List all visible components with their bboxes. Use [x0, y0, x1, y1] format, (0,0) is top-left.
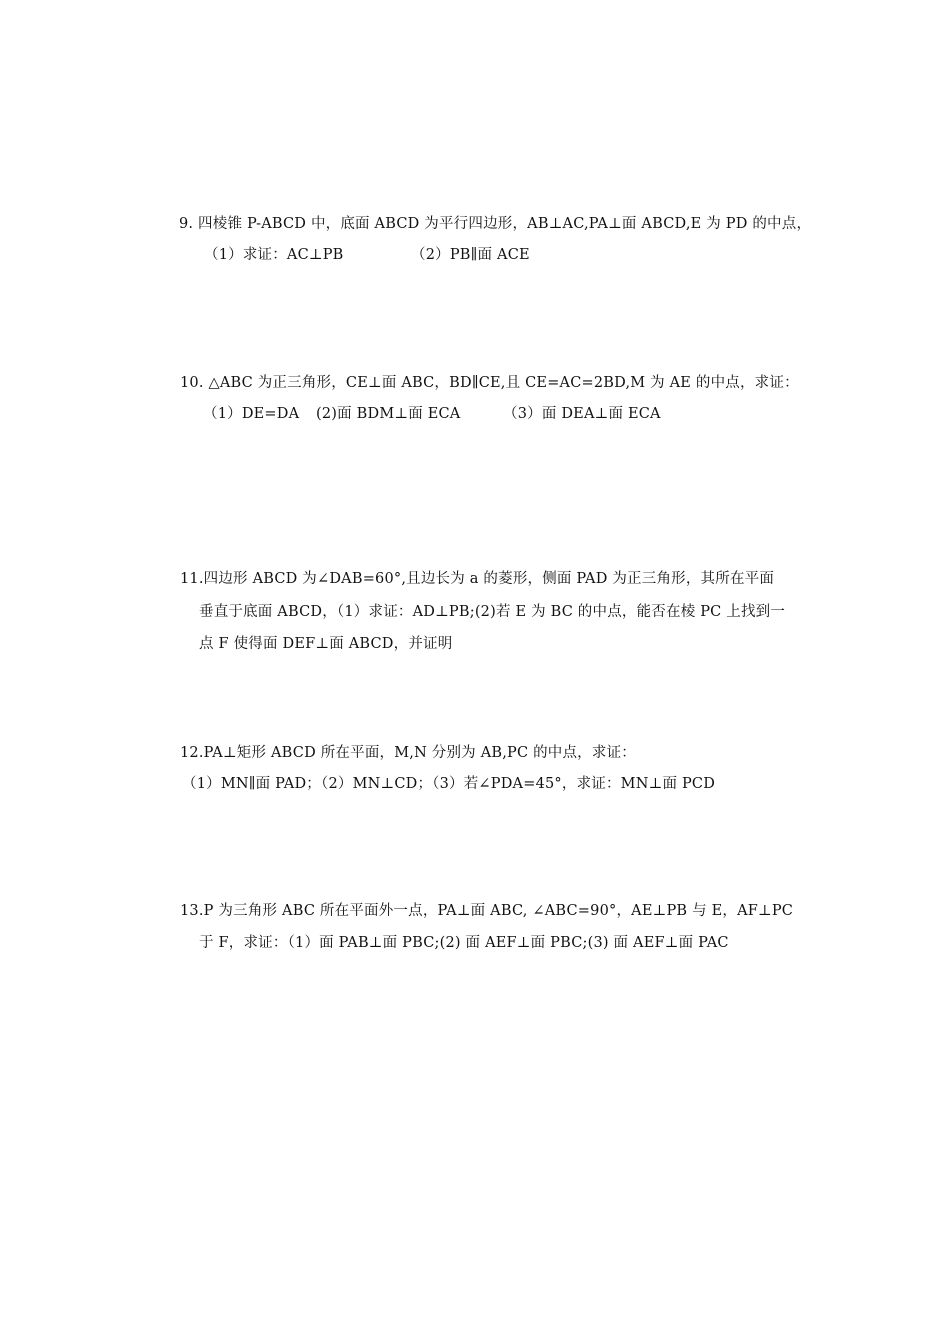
problem-10-part-1: （1）DE=DA [203, 406, 300, 422]
problem-11-line-1: 11.四边形 ABCD 为∠DAB=60°,且边长为 a 的菱形，侧面 PAD 为正三角形，其所在平面 [180, 571, 775, 587]
problem-11-line-2: 垂直于底面 ABCD，（1）求证：AD⊥PB;(2)若 E 为 BC 的中点，能否在棱 PC 上找到一 [199, 604, 786, 620]
problem-12-line-2: （1）MN∥面 PAD；（2）MN⊥CD；（3）若∠PDA=45°，求证：MN⊥面 PCD [182, 776, 716, 792]
problem-13-line-1: 13.P 为三角形 ABC 所在平面外一点，PA⊥面 ABC, ∠ABC=90°，AE⊥PB 与 E，AF⊥PC [180, 903, 794, 919]
problem-10-line-1: 10. △ABC 为正三角形，CE⊥面 ABC，BD∥CE,且 CE=AC=2BD,M 为 AE 的中点，求证： [180, 375, 799, 391]
problem-10-part-3: （3）面 DEA⊥面 ECA [503, 406, 661, 422]
problem-13-line-2: 于 F，求证：（1）面 PAB⊥面 PBC;(2) 面 AEF⊥面 PBC;(3) 面 AEF⊥面 PAC [199, 935, 729, 951]
problem-12-line-1: 12.PA⊥矩形 ABCD 所在平面，M,N 分别为 AB,PC 的中点，求证： [180, 745, 636, 761]
problem-11-line-3: 点 F 使得面 DEF⊥面 ABCD，并证明 [199, 636, 453, 652]
problem-9-part-1: （1）求证：AC⊥PB [204, 247, 344, 263]
problem-10-part-2: (2)面 BDM⊥面 ECA [316, 406, 461, 422]
problem-9-line-1: 9. 四棱锥 P-ABCD 中，底面 ABCD 为平行四边形，AB⊥AC,PA⊥面 ABCD,E 为 PD 的中点， [179, 216, 812, 232]
problem-9-part-2: （2）PB∥面 ACE [411, 247, 530, 263]
